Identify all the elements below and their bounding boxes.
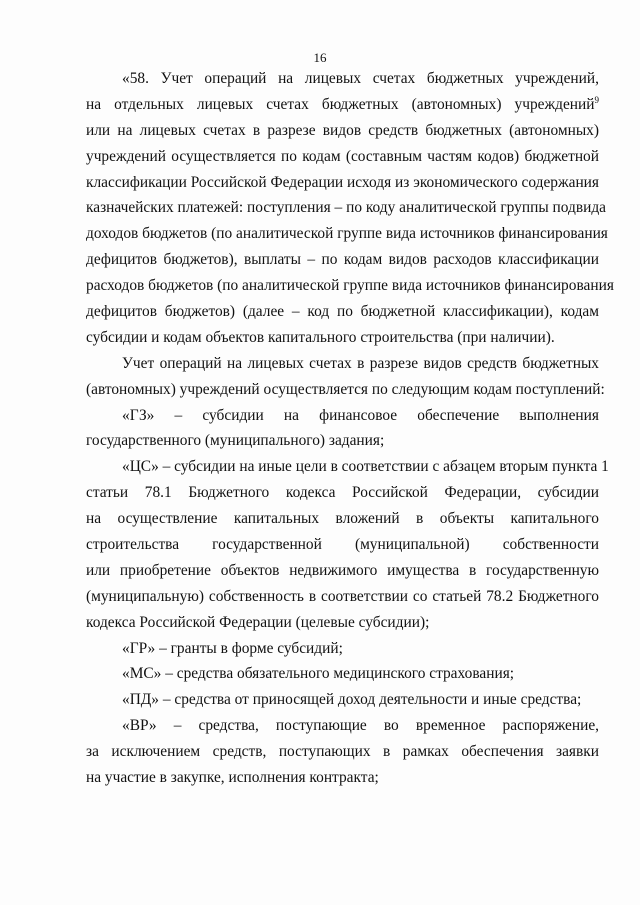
text-line-content: на осуществление капитальных вложений в объекты капитального <box>86 510 599 528</box>
text-line-content: (автономных) учреждений осуществляется по следующим кодам поступлений: <box>86 380 605 398</box>
text-line-content: на участие в закупке, исполнения контракта; <box>86 769 379 787</box>
text-line <box>86 532 599 558</box>
text-line-content: кодекса Российской Федерации (целевые субсидии); <box>86 613 430 631</box>
text-line-content: «ГР» – гранты в форме субсидий; <box>122 639 343 657</box>
text-line <box>86 195 607 221</box>
text-line <box>86 558 599 584</box>
text-line <box>86 144 599 170</box>
text-line-content: «58. Учет операций на лицевых счетах бюджетных учреждений, <box>122 70 599 87</box>
text-line <box>86 713 599 739</box>
text-line <box>86 377 605 403</box>
text-line <box>86 687 599 713</box>
text-line <box>86 610 599 636</box>
text-line <box>86 739 599 765</box>
text-line-content: казначейских платежей: поступления – по коду аналитической группы подвида <box>86 199 607 217</box>
text-line-content: или на лицевых счетах в разрезе видов средств бюджетных (автономных) <box>86 121 599 139</box>
text-line <box>86 480 599 506</box>
text-line-content: (муниципальную) собственность в соответствии со статьей 78.2 Бюджетного <box>86 587 599 605</box>
text-line-content: или приобретение объектов недвижимого имущества в государственную <box>86 561 599 579</box>
text-line-content: субсидии и кодам объектов капитального строительства (при наличии). <box>86 328 555 346</box>
footnote-marker: 9 <box>594 94 599 105</box>
text-line-content: учреждений осуществляется по кодам (составным частям кодов) бюджетной <box>86 147 599 165</box>
text-line-content: «ПД» – средства от приносящей доход деятельности и иные средства; <box>122 691 582 709</box>
text-line-content: «ВР» – средства, поступающие во временное распоряжение, <box>122 717 599 735</box>
text-line-content: «МС» – средства обязательного медицинского страхования; <box>122 665 515 683</box>
text-line <box>86 221 608 247</box>
text-line <box>86 325 599 351</box>
text-line-content: статьи 78.1 Бюджетного кодекса Российской Федерации, субсидии <box>86 484 599 502</box>
text-line-content: «ГЗ» – субсидии на финансовое обеспечение выполнения <box>122 406 599 424</box>
text-line-content: за исключением средств, поступающих в рамках обеспечения заявки <box>86 743 599 761</box>
text-line <box>86 66 599 92</box>
text-line-content: на отдельных лицевых счетах бюджетных (автономных) учреждений <box>86 95 595 113</box>
text-line <box>86 118 599 144</box>
text-line <box>86 170 599 196</box>
text-line-content: дефицитов бюджетов), выплаты – по кодам видов расходов классификации <box>86 251 599 269</box>
text-line <box>86 403 599 429</box>
text-line-content: доходов бюджетов (по аналитической группе вида источников финансирования <box>86 225 608 243</box>
text-line <box>86 506 599 532</box>
text-line <box>86 92 599 118</box>
text-line <box>86 428 599 454</box>
text-line-content: строительства государственной (муниципальной) собственности <box>86 536 599 554</box>
page-number: 16 <box>313 50 327 65</box>
text-line-content: «ЦС» – субсидии на иные цели в соответствии с абзацем вторым пункта 1 <box>122 458 609 476</box>
text-line <box>86 351 599 377</box>
text-line-content: классификации Российской Федерации исходя из экономического содержания <box>86 173 599 191</box>
text-line <box>86 584 599 610</box>
text-line-content: дефицитов бюджетов) (далее – код по бюджетной классификации), кодам <box>86 303 599 321</box>
text-line-content: Учет операций на лицевых счетах в разрезе видов средств бюджетных <box>122 354 599 372</box>
text-line <box>86 454 609 480</box>
text-line <box>86 661 599 687</box>
text-line-content: государственного (муниципального) задания; <box>86 432 385 450</box>
text-line <box>86 765 599 791</box>
document-body <box>86 66 614 791</box>
text-line <box>86 299 599 325</box>
text-line <box>86 636 599 662</box>
text-line <box>86 273 614 299</box>
text-line <box>86 247 599 273</box>
text-line-content: расходов бюджетов (по аналитической группе вида источников финансирования <box>86 277 614 295</box>
